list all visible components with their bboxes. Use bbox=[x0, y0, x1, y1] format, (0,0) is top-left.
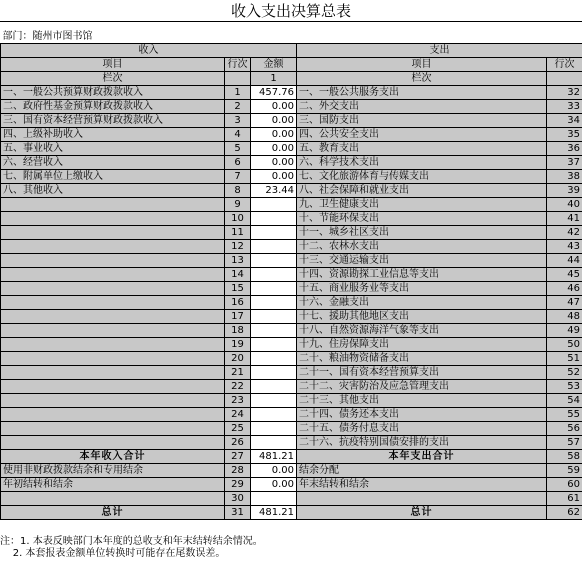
table-row bbox=[1, 296, 582, 310]
table-row bbox=[1, 352, 582, 366]
income-item bbox=[1, 198, 225, 212]
expense-row-no: 37 bbox=[547, 156, 582, 170]
table-row bbox=[1, 394, 582, 408]
income-row-no: 27 bbox=[225, 450, 251, 464]
income-row-no: 26 bbox=[225, 436, 251, 450]
expense-row-no: 36 bbox=[547, 142, 582, 156]
income-row-no: 5 bbox=[225, 142, 251, 156]
income-amount bbox=[251, 282, 297, 296]
income-item: 使用非财政拨款结余和专用结余 bbox=[1, 464, 225, 478]
expense-row-no: 43 bbox=[547, 240, 582, 254]
income-row-no: 24 bbox=[225, 408, 251, 422]
income-row-no: 23 bbox=[225, 394, 251, 408]
income-item bbox=[1, 492, 225, 506]
income-amount: 481.21 bbox=[251, 450, 297, 464]
department-row bbox=[1, 30, 582, 44]
expense-item: 十一、城乡社区支出 bbox=[297, 226, 547, 240]
expense-row-no: 62 bbox=[547, 506, 582, 520]
table-row bbox=[1, 422, 582, 436]
table-row bbox=[1, 100, 582, 114]
table-row bbox=[1, 142, 582, 156]
income-amount: 481.21 bbox=[251, 506, 297, 520]
expense-row-no: 51 bbox=[547, 352, 582, 366]
income-amount: 0.00 bbox=[251, 142, 297, 156]
income-item bbox=[1, 338, 225, 352]
income-amount: 0.00 bbox=[251, 478, 297, 492]
income-item: 七、附属单位上缴收入 bbox=[1, 170, 225, 184]
income-section-header: 收入 bbox=[1, 44, 297, 58]
table-row bbox=[1, 324, 582, 338]
expense-item: 九、卫生健康支出 bbox=[297, 198, 547, 212]
expense-item: 十五、商业服务业等支出 bbox=[297, 282, 547, 296]
expense-row-no: 49 bbox=[547, 324, 582, 338]
summary-table bbox=[0, 30, 582, 520]
income-col-blank bbox=[225, 72, 251, 86]
table-row bbox=[1, 212, 582, 226]
table-row bbox=[1, 198, 582, 212]
income-amount bbox=[251, 324, 297, 338]
title-divider bbox=[0, 21, 582, 22]
expense-row-no: 45 bbox=[547, 268, 582, 282]
income-row-no: 13 bbox=[225, 254, 251, 268]
income-amount bbox=[251, 268, 297, 282]
income-row-no: 3 bbox=[225, 114, 251, 128]
income-row-no: 4 bbox=[225, 128, 251, 142]
table-row bbox=[1, 464, 582, 478]
expense-col-blank bbox=[547, 72, 582, 86]
table-row bbox=[1, 380, 582, 394]
income-row-no: 21 bbox=[225, 366, 251, 380]
expense-row-no: 40 bbox=[547, 198, 582, 212]
expense-item: 二十二、灾害防治及应急管理支出 bbox=[297, 380, 547, 394]
income-amount bbox=[251, 226, 297, 240]
income-amount-header: 金额 bbox=[251, 58, 297, 72]
table-row bbox=[1, 478, 582, 492]
table-row bbox=[1, 366, 582, 380]
total-row bbox=[1, 450, 582, 464]
expense-row-no: 48 bbox=[547, 310, 582, 324]
income-amount bbox=[251, 492, 297, 506]
table-row bbox=[1, 114, 582, 128]
table-row bbox=[1, 128, 582, 142]
note-line: 2. 本套报表金额单位转换时可能存在尾数误差。 bbox=[0, 548, 226, 559]
notes bbox=[0, 536, 582, 560]
income-amount bbox=[251, 380, 297, 394]
income-col-label: 栏次 bbox=[1, 72, 225, 86]
expense-row-no: 56 bbox=[547, 422, 582, 436]
income-amount: 457.76 bbox=[251, 86, 297, 100]
income-item bbox=[1, 254, 225, 268]
expense-row-no: 38 bbox=[547, 170, 582, 184]
income-amount: 0.00 bbox=[251, 114, 297, 128]
expense-row-no: 60 bbox=[547, 478, 582, 492]
expense-row-no: 55 bbox=[547, 408, 582, 422]
income-item bbox=[1, 240, 225, 254]
expense-section-header: 支出 bbox=[297, 44, 582, 58]
income-amount bbox=[251, 310, 297, 324]
expense-item: 十四、资源勘探工业信息等支出 bbox=[297, 268, 547, 282]
expense-item: 二十五、债务付息支出 bbox=[297, 422, 547, 436]
section-header-row bbox=[1, 44, 582, 58]
expense-item: 二十、粮油物资储备支出 bbox=[297, 352, 547, 366]
income-item bbox=[1, 380, 225, 394]
income-item bbox=[1, 394, 225, 408]
income-amount bbox=[251, 408, 297, 422]
income-amount bbox=[251, 212, 297, 226]
expense-row-header: 行次 bbox=[547, 58, 582, 72]
expense-row-no: 35 bbox=[547, 128, 582, 142]
expense-row-no: 46 bbox=[547, 282, 582, 296]
expense-item: 十八、自然资源海洋气象等支出 bbox=[297, 324, 547, 338]
income-row-no: 12 bbox=[225, 240, 251, 254]
expense-item: 八、社会保障和就业支出 bbox=[297, 184, 547, 198]
income-row-no: 17 bbox=[225, 310, 251, 324]
income-amount: 0.00 bbox=[251, 156, 297, 170]
income-item bbox=[1, 282, 225, 296]
expense-col-label: 栏次 bbox=[297, 72, 547, 86]
note-line: 注：1. 本表反映部门本年度的总收支和年末结转结余情况。 bbox=[0, 536, 263, 547]
income-item: 三、国有资本经营预算财政拨款收入 bbox=[1, 114, 225, 128]
expense-item: 二十一、国有资本经营预算支出 bbox=[297, 366, 547, 380]
income-amount bbox=[251, 366, 297, 380]
income-item: 四、上级补助收入 bbox=[1, 128, 225, 142]
income-item bbox=[1, 352, 225, 366]
expense-item: 十、节能环保支出 bbox=[297, 212, 547, 226]
income-amount: 0.00 bbox=[251, 100, 297, 114]
income-item bbox=[1, 296, 225, 310]
income-row-no: 14 bbox=[225, 268, 251, 282]
column-header-row bbox=[1, 58, 582, 72]
expense-item: 二十四、债务还本支出 bbox=[297, 408, 547, 422]
income-item bbox=[1, 436, 225, 450]
income-amount bbox=[251, 296, 297, 310]
expense-row-no: 47 bbox=[547, 296, 582, 310]
department-label: 部门：随州市图书馆 bbox=[2, 30, 93, 42]
expense-item: 五、教育支出 bbox=[297, 142, 547, 156]
income-row-no: 7 bbox=[225, 170, 251, 184]
income-row-no: 16 bbox=[225, 296, 251, 310]
income-amount bbox=[251, 240, 297, 254]
expense-row-no: 57 bbox=[547, 436, 582, 450]
income-item bbox=[1, 212, 225, 226]
income-row-no: 28 bbox=[225, 464, 251, 478]
income-row-no: 1 bbox=[225, 86, 251, 100]
expense-row-no: 59 bbox=[547, 464, 582, 478]
income-item bbox=[1, 310, 225, 324]
income-row-no: 25 bbox=[225, 422, 251, 436]
income-item bbox=[1, 422, 225, 436]
income-amount bbox=[251, 254, 297, 268]
expense-row-no: 53 bbox=[547, 380, 582, 394]
expense-item: 结余分配 bbox=[297, 464, 547, 478]
table-row bbox=[1, 170, 582, 184]
income-item bbox=[1, 366, 225, 380]
income-row-no: 18 bbox=[225, 324, 251, 338]
total-row bbox=[1, 506, 582, 520]
expense-row-no: 61 bbox=[547, 492, 582, 506]
income-amount bbox=[251, 436, 297, 450]
income-amount: 23.44 bbox=[251, 184, 297, 198]
page-title: 收入支出决算总表 bbox=[230, 2, 351, 20]
expense-row-no: 41 bbox=[547, 212, 582, 226]
expense-row-no: 33 bbox=[547, 100, 582, 114]
expense-item: 六、科学技术支出 bbox=[297, 156, 547, 170]
table-row bbox=[1, 408, 582, 422]
income-row-no: 20 bbox=[225, 352, 251, 366]
table-row bbox=[1, 492, 582, 506]
expense-item: 二、外交支出 bbox=[297, 100, 547, 114]
income-amount: 0.00 bbox=[251, 128, 297, 142]
income-row-header: 行次 bbox=[225, 58, 251, 72]
income-row-no: 22 bbox=[225, 380, 251, 394]
expense-row-no: 32 bbox=[547, 86, 582, 100]
table-row bbox=[1, 282, 582, 296]
income-row-no: 30 bbox=[225, 492, 251, 506]
income-item bbox=[1, 226, 225, 240]
income-col-number: 1 bbox=[251, 72, 297, 86]
expense-row-no: 50 bbox=[547, 338, 582, 352]
expense-row-no: 54 bbox=[547, 394, 582, 408]
income-item-header: 项目 bbox=[1, 58, 225, 72]
income-item: 八、其他收入 bbox=[1, 184, 225, 198]
expense-row-no: 42 bbox=[547, 226, 582, 240]
expense-item: 年末结转和结余 bbox=[297, 478, 547, 492]
income-row-no: 19 bbox=[225, 338, 251, 352]
expense-item: 十七、援助其他地区支出 bbox=[297, 310, 547, 324]
expense-row-no: 58 bbox=[547, 450, 582, 464]
income-item bbox=[1, 408, 225, 422]
table-row bbox=[1, 156, 582, 170]
income-amount: 0.00 bbox=[251, 464, 297, 478]
income-item: 总计 bbox=[1, 506, 225, 520]
income-row-no: 29 bbox=[225, 478, 251, 492]
income-item: 本年收入合计 bbox=[1, 450, 225, 464]
expense-row-no: 44 bbox=[547, 254, 582, 268]
expense-item: 十二、农林水支出 bbox=[297, 240, 547, 254]
income-item bbox=[1, 324, 225, 338]
table-row bbox=[1, 436, 582, 450]
income-amount bbox=[251, 338, 297, 352]
table-row bbox=[1, 338, 582, 352]
expense-row-no: 39 bbox=[547, 184, 582, 198]
expense-item: 总计 bbox=[297, 506, 547, 520]
table-row bbox=[1, 86, 582, 100]
income-item: 年初结转和结余 bbox=[1, 478, 225, 492]
expense-item: 三、国防支出 bbox=[297, 114, 547, 128]
expense-item: 十九、住房保障支出 bbox=[297, 338, 547, 352]
income-amount bbox=[251, 422, 297, 436]
table-row bbox=[1, 184, 582, 198]
income-row-no: 10 bbox=[225, 212, 251, 226]
column-index-row bbox=[1, 72, 582, 86]
table-row bbox=[1, 254, 582, 268]
income-row-no: 11 bbox=[225, 226, 251, 240]
income-item: 六、经营收入 bbox=[1, 156, 225, 170]
income-row-no: 8 bbox=[225, 184, 251, 198]
income-item bbox=[1, 268, 225, 282]
income-amount: 0.00 bbox=[251, 170, 297, 184]
expense-row-no: 52 bbox=[547, 366, 582, 380]
expense-item: 二十三、其他支出 bbox=[297, 394, 547, 408]
income-row-no: 6 bbox=[225, 156, 251, 170]
expense-item bbox=[297, 492, 547, 506]
expense-item: 十六、金融支出 bbox=[297, 296, 547, 310]
expense-item: 本年支出合计 bbox=[297, 450, 547, 464]
income-amount bbox=[251, 352, 297, 366]
income-item: 五、事业收入 bbox=[1, 142, 225, 156]
table-row bbox=[1, 240, 582, 254]
income-row-no: 31 bbox=[225, 506, 251, 520]
expense-row-no: 34 bbox=[547, 114, 582, 128]
income-row-no: 2 bbox=[225, 100, 251, 114]
expense-item: 一、一般公共服务支出 bbox=[297, 86, 547, 100]
income-item: 二、政府性基金预算财政拨款收入 bbox=[1, 100, 225, 114]
expense-item: 七、文化旅游体育与传媒支出 bbox=[297, 170, 547, 184]
expense-item-header: 项目 bbox=[297, 58, 547, 72]
expense-item: 二十六、抗疫特别国债安排的支出 bbox=[297, 436, 547, 450]
table-row bbox=[1, 310, 582, 324]
income-amount bbox=[251, 198, 297, 212]
income-row-no: 9 bbox=[225, 198, 251, 212]
table-row bbox=[1, 226, 582, 240]
table-row bbox=[1, 268, 582, 282]
income-item: 一、一般公共预算财政拨款收入 bbox=[1, 86, 225, 100]
income-row-no: 15 bbox=[225, 282, 251, 296]
income-amount bbox=[251, 394, 297, 408]
expense-item: 十三、交通运输支出 bbox=[297, 254, 547, 268]
expense-item: 四、公共安全支出 bbox=[297, 128, 547, 142]
